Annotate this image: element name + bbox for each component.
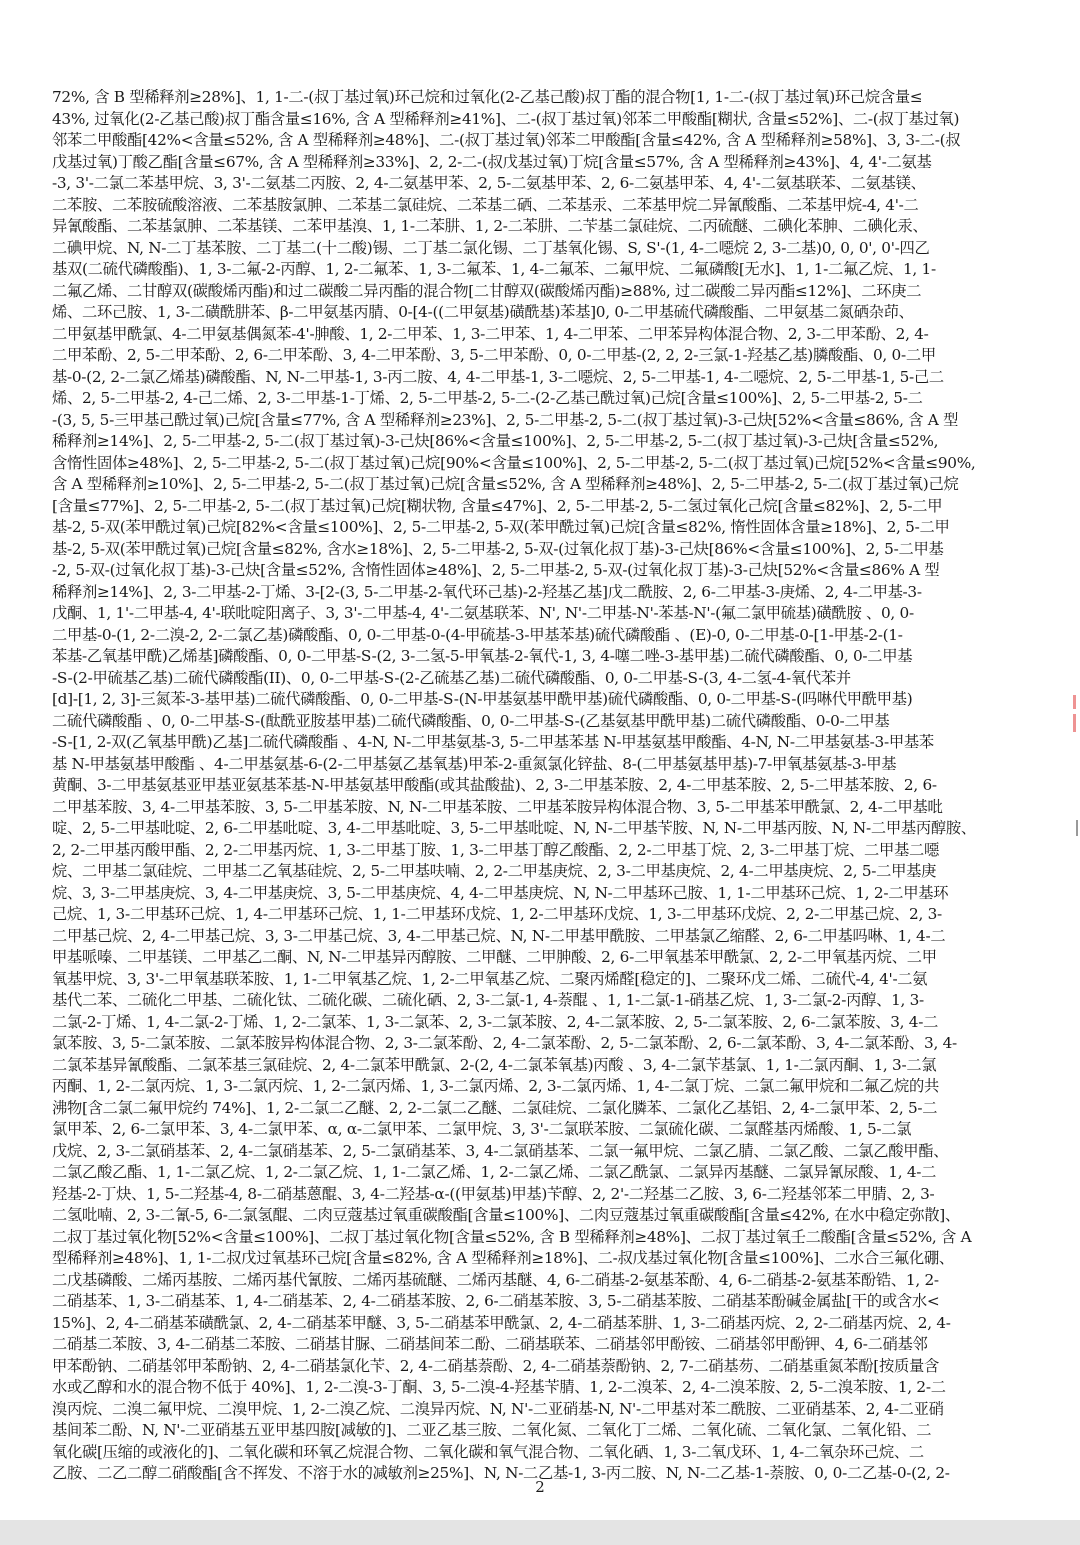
text-line: 苯基-乙氧基甲酰)乙烯基]磷酸酯、0, 0-二甲基-S-(2, 3-二氢-5-甲氧基-2-氧代-1, 3, 4-噻二唑-3-基甲基)二硫代磷酸酯、0, 0-二甲基: [52, 647, 913, 665]
text-line: 二氟乙烯、二甘醇双(碳酸烯丙酯)和过二碳酸二异丙酯的混合物[二甘醇双(碳酸烯丙酯)≥88%, 过二碳酸二异丙酯≤12%]、二环庚二: [52, 281, 922, 300]
page-number: 2: [535, 1478, 545, 1496]
text-line: 43%, 过氧化(2-乙基己酸)叔丁酯含量≤16%, 含 A 型稀释剂≥41%]、二-(叔丁基过氧)邻苯二甲酸酯[糊状, 含量≤52%]、二-(叔丁基过氧): [52, 109, 960, 128]
text-line: 二碘甲烷、N, N-二丁基苯胺、二丁基二(十二酸)锡、二丁基二氯化锡、二丁基氧化锡、S, S'-(1, 4-二噁烷 2, 3-二基)0, 0, 0', 0'-四乙: [52, 238, 930, 257]
text-line: 二甲氨基甲酰氯、4-二甲氨基偶氮苯-4'-胂酸、1, 2-二甲苯、1, 3-二甲苯、1, 4-二甲苯、二甲苯异构体混合物、2, 3-二甲苯酚、2, 4-: [52, 324, 929, 343]
text-line: 稀释剂≥14%]、2, 5-二甲基-2, 5-二(叔丁基过氧)-3-己炔[86%<含量≤100%]、2, 5-二甲基-2, 5-二(叔丁基过氧)-3-己炔[含量≤52%,: [52, 432, 939, 450]
text-line: 丙酮、1, 2-二氯丙烷、1, 3-二氯丙烷、1, 2-二氯丙烯、1, 3-二氯丙烯、2, 3-二氯丙烯、1, 4-二氯丁烷、二氯二氟甲烷和二氟乙烷的共: [52, 1077, 940, 1095]
text-line: 氯甲苯、2, 6-二氯甲苯、3, 4-二氯甲苯、α, α-二氯甲苯、二氯甲烷、3, 3'-二氯联苯胺、二氯硫化碳、二氯醛基丙烯酸、1, 5-二氯: [52, 1120, 912, 1138]
text-line: 二氯乙酸乙酯、1, 1-二氯乙烷、1, 2-二氯乙烷、1, 1-二氯乙烯、1, 2-二氯乙烯、二氯乙酰氯、二氯异丙基醚、二氯异氰尿酸、1, 4-二: [52, 1163, 937, 1181]
text-line: 氧化碳[压缩的或液化的]、二氧化碳和环氧乙烷混合物、二氧化碳和氧气混合物、二氧化硒、1, 3-二氧戊环、1, 4-二氧杂环己烷、二: [52, 1442, 924, 1461]
text-line: 二氯-2-丁烯、1, 4-二氯-2-丁烯、1, 2-二氯苯、1, 3-二氯苯、2, 3-二氯苯胺、2, 4-二氯苯胺、2, 5-二氯苯胺、2, 6-二氯苯胺、3, 4-二: [52, 1012, 939, 1031]
text-line: 二硝基苯、1, 3-二硝基苯、1, 4-二硝基苯、2, 4-二硝基苯胺、2, 6-二硝基苯胺、3, 5-二硝基苯胺、二硝基苯酚碱金属盐[干的或含水<: [52, 1292, 940, 1310]
text-line: 黄酮、3-二甲基氨基亚甲基亚氨基苯基-N-甲基氨基甲酸酯(或其盐酸盐)、2, 3-二甲基苯胺、2, 4-二甲基苯胺、2, 5-二甲基苯胺、2, 6-: [52, 776, 937, 794]
text-line: 二氢吡喃、2, 3-二氰-5, 6-二氯氢醌、二肉豆蔻基过氧重碳酸酯[含量≤100%]、二肉豆蔻基过氧重碳酸酯[含量≤42%, 在水中稳定弥散]、: [52, 1206, 960, 1224]
text-line: [d]-[1, 2, 3]-三氮苯-3-基甲基)二硫代磷酸酯、0, 0-二甲基-S-(N-甲基氨基甲酰甲基)硫代磷酸酯、0, 0-二甲基-S-(吗啉代甲酰甲基): [52, 690, 913, 708]
text-line: 型稀释剂≥48%]、1, 1-二叔戊过氧基环己烷[含量≤82%, 含 A 型稀释剂≥18%]、二-叔戊基过氧化物[含量≤100%]、二水合三氟化硼、: [52, 1249, 954, 1267]
text-line: 基间苯二酚、N, N'-二亚硝基五亚甲基四胺[减敏的]、二亚乙基三胺、二氧化氮、二氧化丁二烯、二氧化硫、二氧化氯、二氧化铅、二: [52, 1421, 932, 1439]
text-line: 基代二苯、二硫化二甲基、二硫化钛、二硫化碳、二硫化硒、2, 3-二氯-1, 4-萘醌 、1, 1-二氯-1-硝基乙烷、1, 3-二氯-2-丙醇、1, 3-: [52, 991, 924, 1009]
text-line: 二硫代磷酸酯 、0, 0-二甲基-S-(酞酰亚胺基甲基)二硫代磷酸酯、0, 0-二甲基-S-(乙基氨基甲酰甲基)二硫代磷酸酯、0-0-二甲基: [52, 711, 890, 730]
text-line: 基-2, 5-双(苯甲酰过氧)己烷[含量≤82%, 含水≥18%]、2, 5-二甲基-2, 5-双-(过氧化叔丁基)-3-己炔[86%<含量≤100%]、2, 5-二甲基: [52, 539, 944, 558]
text-line: 含惰性固体≥48%]、2, 5-二甲基-2, 5-二(叔丁基过氧)己烷[90%<含量≤100%]、2, 5-二甲基-2, 5-二(叔丁基过氧)己烷[52%<含量≤90%,: [52, 453, 976, 472]
text-line: 72%, 含 B 型稀释剂≥28%]、1, 1-二-(叔丁基过氧)环己烷和过氧化(2-乙基己酸)叔丁酯的混合物[1, 1-二-(叔丁基过氧)环己烷含量≤: [52, 88, 923, 106]
text-line: 乙胺、二乙二醇二硝酸酯[含不挥发、不溶于水的减敏剂≥25%]、N, N-二乙基-1, 3-丙二胺、N, N-二乙基-1-萘胺、0, 0-二乙基-0-(2, 2-: [52, 1464, 950, 1482]
text-line: 氯苯胺、3, 5-二氯苯胺、二氯苯胺异构体混合物、2, 3-二氯苯酚、2, 4-二氯苯酚、2, 5-二氯苯酚、2, 6-二氯苯酚、3, 4-二氯苯酚、3, 4-: [52, 1034, 957, 1052]
text-line: 二甲基己烷、2, 4-二甲基己烷、3, 3-二甲基己烷、3, 4-二甲基己烷、N, N-二甲基甲酰胺、二甲基氯乙缩醛、2, 6-二甲基吗啉、1, 4-二: [52, 926, 946, 945]
text-line: 15%]、2, 4-二硝基苯磺酰氯、2, 4-二硝基苯甲醚、3, 5-二硝基苯甲酰氯、2, 4-二硝基苯肼、1, 3-二硝基丙烷、2, 2-二硝基丙烷、2, 4-: [52, 1313, 951, 1332]
text-line: 二甲苯酚、2, 5-二甲苯酚、2, 6-二甲苯酚、3, 4-二甲苯酚、3, 5-二甲苯酚、0, 0-二甲基-(2, 2, 2-三氯-1-羟基乙基)膦酸酯、0, 0-二甲: [52, 346, 936, 364]
text-line: 异氰酸酯、二苯基氯胂、二苯基镁、二苯甲基溴、1, 1-二苯肼、1, 2-二苯肼、二苄基二氯硅烷、二丙硫醚、二碘化苯胂、二碘化汞、: [52, 217, 928, 235]
text-line: [含量≤77%]、2, 5-二甲基-2, 5-二(叔丁基过氧)己烷[糊状物, 含量≤47%]、2, 5-二甲基-2, 5-二氢过氧化己烷[含量≤82%]、2, 5-二甲: [52, 496, 943, 515]
text-line: 戊基过氧)丁酸乙酯[含量≤67%, 含 A 型稀释剂≥33%]、2, 2-二-(叔戊基过氧)丁烷[含量≤57%, 含 A 型稀释剂≥43%]、4, 4'-二氨基: [52, 152, 932, 171]
text-line: 邻苯二甲酸酯[42%<含量≤52%, 含 A 型稀释剂≥48%]、二-(叔丁基过氧)邻苯二甲酸酯[含量≤42%, 含 A 型稀释剂≥58%]、3, 3-二-(叔: [52, 131, 961, 149]
text-line: 溴丙烷、二溴二氟甲烷、二溴甲烷、1, 2-二溴乙烷、二溴异丙烷、N, N'-二亚硝基-N, N'-二甲基对苯二酰胺、二亚硝基苯、2, 4-二亚硝: [52, 1399, 944, 1418]
text-line: 羟基-2-丁炔、1, 5-二羟基-4, 8-二硝基蒽醌、3, 4-二羟基-α-((甲氨基)甲基)苄醇、2, 2'-二羟基二乙胺、3, 6-二羟基邻苯二甲腈、2, 3-: [52, 1184, 935, 1203]
text-line: 啶、2, 5-二甲基吡啶、2, 6-二甲基吡啶、3, 4-二甲基吡啶、3, 5-二甲基吡啶、N, N-二甲基苄胺、N, N-二甲基丙胺、N, N-二甲基丙醇胺、: [52, 819, 976, 837]
text-line: 二氯苯基异氰酸酯、二氯苯基三氯硅烷、2, 4-二氯苯甲酰氯、2-(2, 4-二氯苯氧基)丙酸 、3, 4-二氯苄基氯、1, 1-二氯丙酮、1, 3-二氯: [52, 1055, 937, 1074]
text-line: 戊酮、1, 1'-二甲基-4, 4'-联吡啶阳离子、3, 3'-二甲基-4, 4'-二氨基联苯、N', N'-二甲基-N'-苯基-N'-(氟二氯甲硫基)磺酰胺 、0, 0-: [52, 604, 914, 622]
text-line: 烷、二甲基二氯硅烷、二甲基二乙氧基硅烷、2, 5-二甲基呋喃、2, 2-二甲基庚烷、2, 3-二甲基庚烷、2, 4-二甲基庚烷、2, 5-二甲基庚: [52, 862, 937, 880]
text-line: -S-(2-甲硫基乙基)二硫代磷酸酯(II)、0, 0-二甲基-S-(2-乙硫基乙基)二硫代磷酸酯、0, 0-二甲基-S-(3, 4-二氢-4-氧代苯并: [52, 668, 851, 687]
text-line: 二甲基苯胺、3, 4-二甲基苯胺、3, 5-二甲基苯胺、N, N-二甲基苯胺、二甲基苯胺异构体混合物、3, 5-二甲基苯甲酰氯、2, 4-二甲基吡: [52, 797, 943, 816]
text-line: 稀释剂≥14%]、2, 3-二甲基-2-丁烯、3-[2-(3, 5-二甲基-2-氧代环己基)-2-羟基乙基]戊二酰胺、2, 6-二甲基-3-庚烯、2, 4-二甲基-3-: [52, 582, 922, 601]
text-line: 二硝基二苯胺、3, 4-二硝基二苯胺、二硝基甘脲、二硝基间苯二酚、二硝基联苯、二硝基邻甲酚铵、二硝基邻甲酚钾、4, 6-二硝基邻: [52, 1335, 928, 1353]
scan-edge-mark: [1073, 695, 1076, 709]
text-line: 基-2, 5-双(苯甲酰过氧)己烷[82%<含量≤100%]、2, 5-二甲基-2, 5-双(苯甲酰过氧)己烷[含量≤82%, 惰性固体含量≥18%]、2, 5-二甲: [52, 518, 950, 536]
scan-edge-mark: [1076, 820, 1078, 836]
text-line: -(3, 5, 5-三甲基己酰过氧)己烷[含量≤77%, 含 A 型稀释剂≥23%]、2, 5-二甲基-2, 5-二(叔丁基过氧)-3-己炔[52%<含量≤86%, 含 A 型: [52, 410, 959, 429]
text-line: 2, 2-二甲基丙酸甲酯、2, 2-二甲基丙烷、1, 3-二甲基丁胺、1, 3-二甲基丁醇乙酸酯、2, 2-二甲基丁烷、2, 3-二甲基丁烷、二甲基二噁: [52, 840, 940, 859]
text-line: 烯、二环己胺、1, 3-二磺酰肼苯、β-二甲氨基丙腈、0-[4-((二甲氨基)磺酰基)苯基]0, 0-二甲基硫代磷酸酯、二甲氨基二氮硒杂茚、: [52, 303, 914, 321]
text-line: 沸物[含二氯二氟甲烷约 74%]、1, 2-二氯二乙醚、2, 2-二氯二乙醚、二氯硅烷、二氯化膦苯、二氯化乙基铝、2, 4-二氯甲苯、2, 5-二: [52, 1098, 938, 1117]
text-line: 基 N-甲基氨基甲酸酯 、4-二甲基氨基-6-(2-二甲基氨乙基氧基)甲苯-2-重氮氯化锌盐、8-(二甲基氨基甲基)-7-甲氧基氨基-3-甲基: [52, 754, 897, 773]
text-line: 水或乙醇和水的混合物不低于 40%]、1, 2-二溴-3-丁酮、3, 5-二溴-4-羟基苄腈、1, 2-二溴苯、2, 4-二溴苯胺、2, 5-二溴苯胺、1, 2-二: [52, 1378, 946, 1396]
text-line: 基双(二硫代磷酸酯)、1, 3-二氟-2-丙醇、1, 2-二氟苯、1, 3-二氟苯、1, 4-二氟苯、二氟甲烷、二氟磷酸[无水]、1, 1-二氟乙烷、1, 1-: [52, 260, 936, 278]
text-line: 己烷、1, 3-二甲基环己烷、1, 4-二甲基环己烷、1, 1-二甲基环戊烷、1, 2-二甲基环戊烷、1, 3-二甲基环戊烷、2, 2-二甲基己烷、2, 3-: [52, 905, 942, 923]
text-line: 二叔丁基过氧化物[52%<含量≤100%]、二叔丁基过氧化物[含量≤52%, 含 B 型稀释剂≥48%]、二叔丁基过氧壬二酸酯[含量≤52%, 含 A: [52, 1227, 972, 1246]
text-line: 戊烷、2, 3-二氯硝基苯、2, 4-二氯硝基苯、2, 5-二氯硝基苯、3, 4-二氯硝基苯、二氯一氟甲烷、二氯乙腈、二氯乙酸、二氯乙酸甲酯、: [52, 1141, 949, 1160]
text-line: 二甲基-0-(1, 2-二溴-2, 2-二氯乙基)磷酸酯、0, 0-二甲基-0-(4-甲硫基-3-甲基苯基)硫代磷酸酯 、(E)-0, 0-二甲基-0-[1-甲基-2-(1-: [52, 625, 903, 644]
scan-edge-mark: [1073, 714, 1076, 732]
text-line: 甲苯酚钠、二硝基邻甲苯酚钠、2, 4-二硝基氯化苄、2, 4-二硝基萘酚、2, 4-二硝基萘酚钠、2, 7-二硝基芴、二硝基重氮苯酚[按质量含: [52, 1356, 939, 1375]
text-line: -3, 3'-二氯二苯基甲烷、3, 3'-二氨基二丙胺、2, 4-二氨基甲苯、2, 5-二氨基甲苯、2, 6-二氨基甲苯、4, 4'-二氨基联苯、二氨基镁、: [52, 174, 926, 192]
text-line: 含 A 型稀释剂≥10%]、2, 5-二甲基-2, 5-二(叔丁基过氧)己烷[含量≤52%, 含 A 型稀释剂≥48%]、2, 5-二甲基-2, 5-二(叔丁基过氧)己烷: [52, 475, 959, 493]
text-line: 甲基哌嗪、二甲基镁、二甲基乙二酮、N, N-二甲基异丙醇胺、二甲醚、二甲胂酸、2, 6-二甲氧基苯甲酰氯、2, 2-二甲氧基丙烷、二甲: [52, 948, 937, 966]
text-line: -S-[1, 2-双(乙氧基甲酰)乙基]二硫代磷酸酯 、4-N, N-二甲基氨基-3, 5-二甲基苯基 N-甲基氨基甲酸酯、4-N, N-二甲基氨基-3-甲基苯: [52, 733, 934, 751]
scan-bottom-strip: [0, 1520, 1080, 1545]
text-line: 烷、3, 3-二甲基庚烷、3, 4-二甲基庚烷、3, 5-二甲基庚烷、4, 4-二甲基庚烷、N, N-二甲基环己胺、1, 1-二甲基环己烷、1, 2-二甲基环: [52, 883, 949, 902]
text-line: 基-0-(2, 2-二氯乙烯基)磷酸酯、N, N-二甲基-1, 3-丙二胺、4, 4-二甲基-1, 3-二噁烷、2, 5-二甲基-1, 4-二噁烷、2, 5-二甲基-1, 5-己二: [52, 367, 944, 386]
chemical-list-text: [52, 87, 1036, 1482]
text-line: 烯、2, 5-二甲基-2, 4-己二烯、2, 3-二甲基-1-丁烯、2, 5-二甲基-2, 5-二-(2-乙基己酰过氧)己烷[含量≤100%]、2, 5-二甲基-2, 5-二: [52, 389, 923, 407]
text-line: 二戊基磷酸、二烯丙基胺、二烯丙基代氰胺、二烯丙基硫醚、二烯丙基醚、4, 6-二硝基-2-氨基苯酚、4, 6-二硝基-2-氨基苯酚锆、1, 2-: [52, 1270, 939, 1289]
text-line: 二苯胺、二苯胺硫酸溶液、二苯基胺氯胂、二苯基二氯硅烷、二苯基二硒、二苯基汞、二苯基甲烷二异氰酸酯、二苯基甲烷-4, 4'-二: [52, 195, 919, 214]
text-line: 氧基甲烷、3, 3'-二甲氧基联苯胺、1, 1-二甲氧基乙烷、1, 2-二甲氧基乙烷、二聚丙烯醛[稳定的]、二聚环戊二烯、二硫代-4, 4'-二氨: [52, 969, 928, 988]
text-line: -2, 5-双-(过氧化叔丁基)-3-己炔[含量≤52%, 含惰性固体≥48%]、2, 5-二甲基-2, 5-双-(过氧化叔丁基)-3-己炔[52%<含量≤86% A 型: [52, 561, 940, 579]
